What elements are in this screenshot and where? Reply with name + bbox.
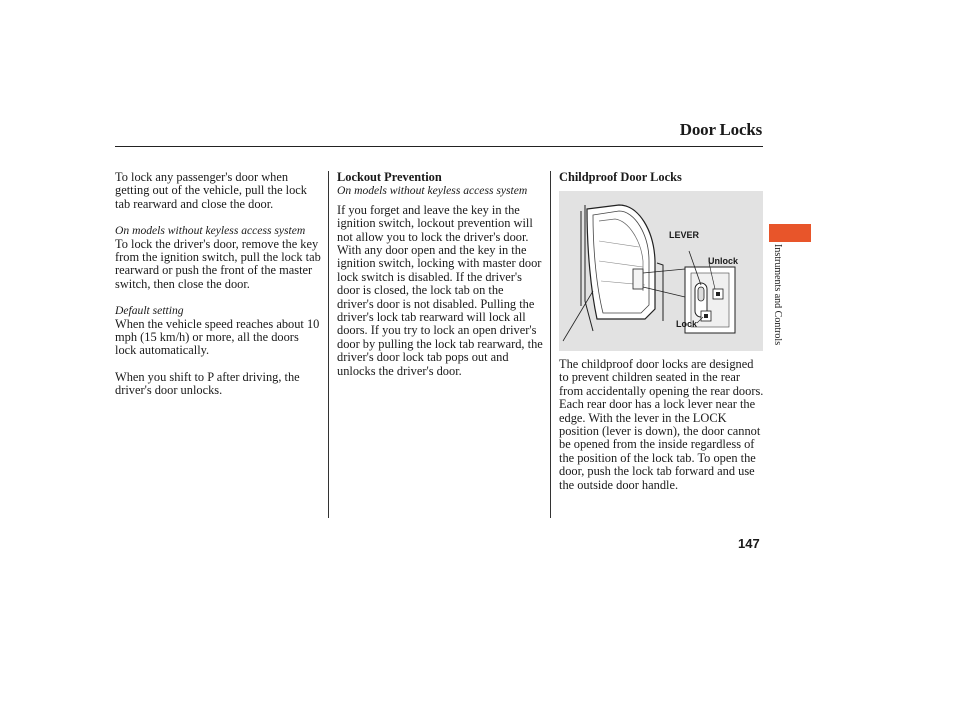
column-3-body bbox=[559, 358, 765, 492]
heading-lockout-prevention: Lockout Prevention bbox=[337, 170, 442, 184]
note-default-setting: Default setting bbox=[115, 304, 184, 318]
column-2 bbox=[337, 171, 543, 378]
section-side-label-text: Instruments and Controls bbox=[772, 244, 783, 346]
column-3 bbox=[559, 171, 765, 184]
column-divider-2 bbox=[550, 171, 551, 518]
section-side-label bbox=[769, 244, 785, 380]
page-number: 147 bbox=[738, 536, 760, 551]
section-tab-marker bbox=[769, 224, 811, 242]
note-keyless-models: On models without keyless access system bbox=[337, 184, 528, 198]
childproof-lock-illustration bbox=[559, 191, 763, 351]
heading-childproof-locks: Childproof Door Locks bbox=[559, 170, 682, 184]
lock-label: Lock bbox=[676, 319, 698, 329]
lever-label: LEVER bbox=[669, 230, 700, 240]
paragraph-lockout-prevention: If you forget and leave the key in the ignition switch, lockout prevention will not allow you to lock the driver's door. With any door open and the key in the ignition switch, locking with master door lock switch is disabled. If the driver's door is closed, the lock tab on the driver's door is not disabled. Pulling the driver's lock tab rearward will lock all doors. If you try to lock an open driver's door by pulling the lock tab rearward, the driver's door lock tab pops out and unlocks the driver's door. bbox=[337, 202, 543, 378]
door-diagram bbox=[559, 191, 763, 351]
page-title: Door Locks bbox=[679, 120, 762, 139]
note-keyless-models: On models without keyless access system bbox=[115, 224, 306, 238]
paragraph-lock-driver-door: To lock the driver's door, remove the key from the ignition switch, pull the lock tab rearward or push the front of the master switch, then close the door. bbox=[115, 236, 321, 291]
paragraph-auto-unlock: When you shift to P after driving, the driver's door unlocks. bbox=[115, 369, 300, 398]
paragraph-lock-passenger-door: To lock any passenger's door when getting out of the vehicle, pull the lock tab rearward and close the door. bbox=[115, 170, 308, 211]
title-rule bbox=[115, 146, 763, 147]
column-divider-1 bbox=[328, 171, 329, 518]
paragraph-auto-lock: When the vehicle speed reaches about 10 mph (15 km/h) or more, all the doors lock automatically. bbox=[115, 316, 320, 358]
unlock-label: Unlock bbox=[708, 256, 739, 266]
paragraph-childproof-locks: The childproof door locks are designed to prevent children seated in the rear from accidentally opening the rear doors. Each rear door has a lock lever near the edge. With the lever in the LOCK position (lever is down), the door cannot be opened from the inside regardless of the position of the lock tab. To open the door, push the lock tab forward and use the outside door handle. bbox=[559, 357, 764, 492]
column-1 bbox=[115, 171, 321, 398]
